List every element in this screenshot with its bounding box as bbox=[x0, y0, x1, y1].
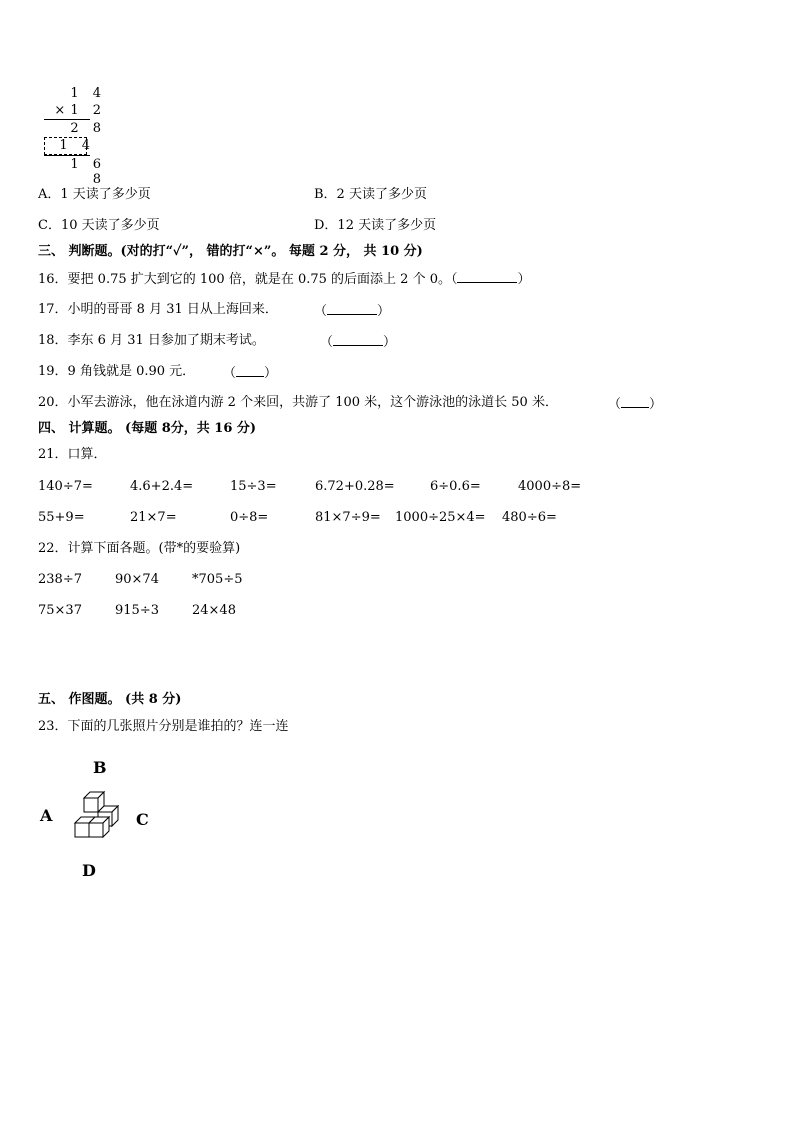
written-item: 90×74 bbox=[115, 572, 159, 587]
oral-item: 0÷8= bbox=[230, 510, 269, 525]
label-d: D bbox=[82, 861, 96, 880]
written-item: 915÷3 bbox=[115, 603, 159, 618]
question-22: 22．计算下面各题。(带*的要验算) bbox=[38, 541, 241, 556]
cube-stack-figure bbox=[70, 790, 122, 846]
oral-item: 6.72+0.28= bbox=[315, 479, 395, 494]
written-item: 75×37 bbox=[38, 603, 82, 618]
answer-17: （ ） bbox=[314, 304, 391, 319]
product: 1 6 8 bbox=[70, 157, 106, 187]
question-19: 19．9 角钱就是 0.90 元． bbox=[38, 364, 196, 379]
question-21: 21．口算． bbox=[38, 447, 107, 462]
oral-item: 15÷3= bbox=[230, 479, 277, 494]
paren-close: ） bbox=[517, 272, 531, 287]
question-16-text: 16．要把 0.75 扩大到它的 100 倍，就是在 0.75 的后面添上 2 个 0。（ bbox=[38, 272, 458, 287]
answer-blank-18[interactable] bbox=[333, 333, 383, 346]
answer-19: （ ） bbox=[223, 366, 278, 381]
oral-item: 4000÷8= bbox=[518, 479, 582, 494]
question-16 bbox=[38, 270, 531, 288]
option-b: B．2 天读了多少页 bbox=[314, 187, 427, 202]
oral-item: 1000÷25×4= bbox=[395, 510, 486, 525]
cube-front-face bbox=[89, 823, 103, 837]
oral-item: 55+9= bbox=[38, 510, 85, 525]
answer-blank-19[interactable] bbox=[236, 364, 264, 377]
answer-blank-17[interactable] bbox=[327, 302, 377, 315]
question-20: 20．小军去游泳，他在泳道内游 2 个来回，共游了 100 米，这个游泳池的泳道长 50 米． bbox=[38, 395, 558, 410]
section3-heading: 三、 判断题。(对的打“✓”， 错的打“×”。 每题 2 分， 共 10 分) bbox=[38, 244, 423, 259]
vertical-multiplication bbox=[40, 86, 106, 187]
answer-20: （ ） bbox=[608, 397, 663, 412]
oral-item: 81×7÷9= bbox=[315, 510, 381, 525]
label-c: C bbox=[136, 810, 149, 829]
written-item: 24×48 bbox=[192, 603, 236, 618]
section4-heading: 四、 计算题。 (每题 8分，共 16 分) bbox=[38, 421, 257, 436]
multiplier: ×1 2 bbox=[54, 103, 106, 118]
label-b: B bbox=[93, 758, 107, 777]
oral-item: 4.6+2.4= bbox=[130, 479, 194, 494]
rule-line bbox=[44, 119, 90, 120]
oral-item: 21×7= bbox=[130, 510, 177, 525]
question-23: 23．下面的几张照片分别是谁拍的？连一连 bbox=[38, 719, 289, 734]
question-18: 18．李东 6 月 31 日参加了期末考试。 bbox=[38, 333, 265, 348]
partial-product-2: 1 4 bbox=[59, 138, 95, 153]
option-c: C．10 天读了多少页 bbox=[38, 218, 160, 233]
written-item: *705÷5 bbox=[192, 572, 243, 587]
section5-heading: 五、 作图题。 (共 8 分) bbox=[38, 692, 182, 707]
answer-blank-16[interactable] bbox=[457, 270, 517, 283]
written-item: 238÷7 bbox=[38, 572, 82, 587]
oral-item: 480÷6= bbox=[502, 510, 557, 525]
label-a: A bbox=[40, 806, 53, 825]
cube-front-face bbox=[84, 798, 98, 812]
rule-line bbox=[44, 155, 90, 156]
option-d: D．12 天读了多少页 bbox=[314, 218, 437, 233]
oral-item: 6÷0.6= bbox=[430, 479, 481, 494]
cube-front-face bbox=[75, 823, 89, 837]
multiplicand: 1 4 bbox=[70, 86, 106, 101]
partial-product-1: 2 8 bbox=[70, 121, 106, 136]
answer-18: （ ） bbox=[320, 335, 397, 350]
answer-blank-20[interactable] bbox=[621, 395, 649, 408]
oral-item: 140÷7= bbox=[38, 479, 93, 494]
question-17: 17．小明的哥哥 8 月 31 日从上海回来． bbox=[38, 302, 278, 317]
option-a: A．1 天读了多少页 bbox=[38, 187, 151, 202]
